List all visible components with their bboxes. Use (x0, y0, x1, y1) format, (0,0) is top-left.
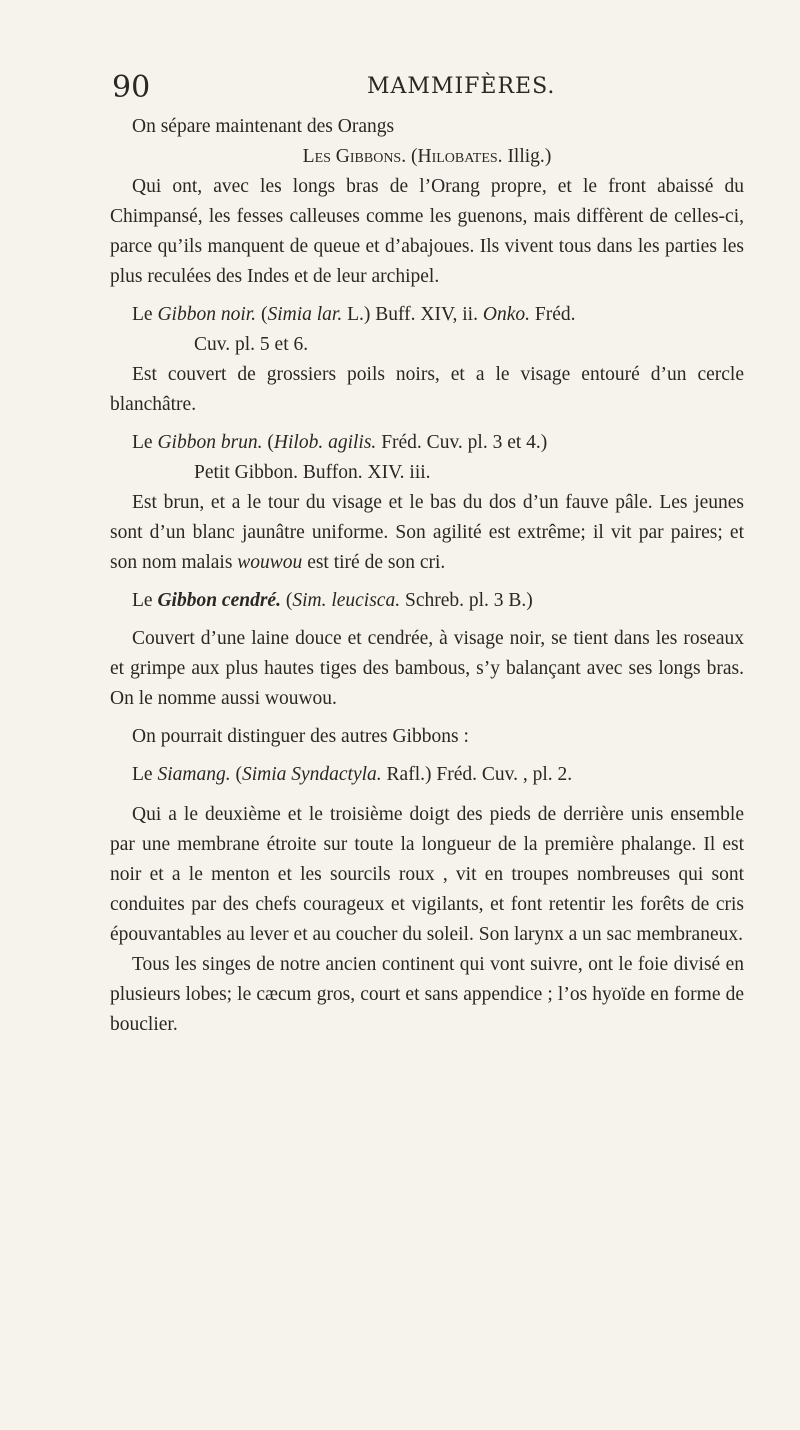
species-description-word: wouwou (237, 552, 303, 573)
page-number: 90 (112, 70, 151, 105)
species-latin: Simia lar. (267, 304, 343, 325)
running-head: MAMMIFÈRES. (367, 74, 556, 99)
species-reference: Rafl.) Fréd. Cuv. , pl. 2. (386, 764, 573, 785)
species-reference: L.) Buff. XIV, ii. (347, 304, 478, 325)
species-alt-name: Onko. (482, 304, 530, 325)
intro-line: On sépare maintenant des Orangs (132, 116, 395, 137)
others-intro: On pourrait distinguer des autres Gibbons : (132, 726, 469, 747)
species-entry-gibbon-brun: Le Gibbon brun. (Hilob. agilis. Fréd. Cuv. pl. 3 et 4.) (132, 432, 548, 453)
species-name: Gibbon cendré. (157, 590, 281, 611)
species-latin: Hilob. agilis. (273, 432, 377, 453)
species-entry-gibbon-noir: Le Gibbon noir. (Simia lar. L.) Buff. XIV, ii. Onko. Fréd. (132, 304, 576, 325)
genus-author: Illig. (507, 146, 545, 167)
species-name: Gibbon brun. (157, 432, 263, 453)
genus-common-name: Les Gibbons. (302, 146, 407, 167)
species-description-a: Est brun, et a le tour du visage et le bas du dos d’un fauve pâle. Les jeunes sont d’un blanc jaunâtre uniforme. Son agilité est extrême; il vit par paires; et son nom malais (110, 492, 744, 573)
species-description: Est couvert de grossiers poils noirs, et a le visage entouré d’un cercle blanchâtre. (110, 364, 744, 415)
species-reference: Fréd. Cuv. pl. 3 et 4.) (381, 432, 548, 453)
page-body (110, 112, 744, 1040)
genus-heading: Les Gibbons. (Hilobates. Illig.) (302, 146, 552, 167)
species-reference-cont: Cuv. pl. 5 et 6. (194, 334, 309, 355)
page-header (112, 70, 700, 106)
species-description (110, 488, 744, 578)
species-description: Couvert d’une laine douce et cendrée, à visage noir, se tient dans les roseaux et grimpe aux plus hautes tiges des bambous, s’y balançant avec ses longs bras. On le nomme aussi wouwou. (110, 628, 744, 709)
genus-latin-name: Hilobates. (417, 146, 503, 167)
species-latin: Simia Syndactyla. (241, 764, 382, 785)
species-description-b: est tiré de son cri. (307, 552, 446, 573)
species-reference: Schreb. pl. 3 B.) (404, 590, 533, 611)
species-description: Qui a le deuxième et le troisième doigt des pieds de derrière unis ensemble par une membrane étroite sur toute la longueur de la première phalange. Il est noir et a le menton et les sourcils roux , vit en troupes nombreuses qui sont conduites par des chefs courageux et vigilants, et font retentir les forêts de cris épouvantables au lever et au coucher du soleil. Son larynx a un sac membraneux. (110, 804, 744, 945)
species-name: Siamang. (157, 764, 231, 785)
species-name: Gibbon noir. (157, 304, 257, 325)
genus-description: Qui ont, avec les longs bras de l’Orang propre, et le front abaissé du Chimpansé, les fesses calleuses comme les guenons, mais diffèrent de celles-ci, parce qu’ils manquent de queue et d’abajoues. Ils vivent tous dans les parties les plus reculées des Indes et de leur archipel. (110, 176, 744, 287)
species-latin: Sim. leucisca. (292, 590, 401, 611)
species-reference-cont: Petit Gibbon. Buffon. XIV. iii. (194, 462, 431, 483)
species-entry-siamang: Le Siamang. (Simia Syndactyla. Rafl.) Fréd. Cuv. , pl. 2. (132, 764, 573, 785)
species-entry-gibbon-cendre: Le Gibbon cendré. (Sim. leucisca. Schreb. pl. 3 B.) (132, 590, 533, 611)
species-reference-2: Fréd. (534, 304, 576, 325)
closing-paragraph: Tous les singes de notre ancien continent qui vont suivre, ont le foie divisé en plusieurs lobes; le cæcum gros, court et sans appendice ; l’os hyoïde en forme de bouclier. (110, 954, 744, 1035)
